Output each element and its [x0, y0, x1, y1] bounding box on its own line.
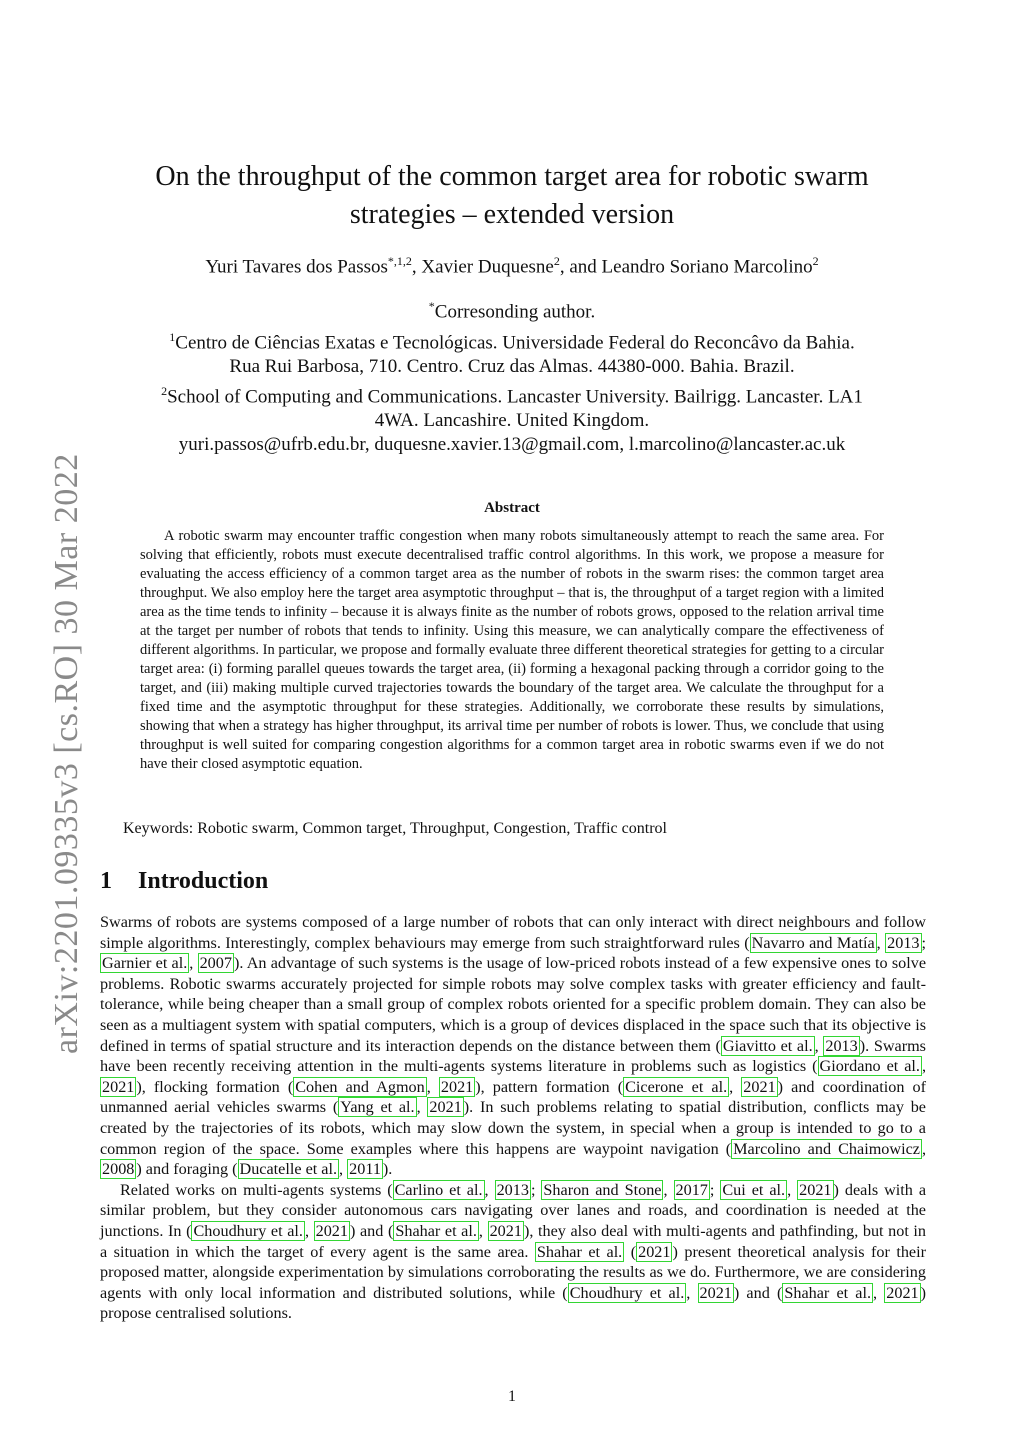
abstract-text: A robotic swarm may encounter traffic congestion when many robots simultaneously attempt to reach the same area. For solving that efficiently, robots must execute decentralised traffic control algorithms. In this work, we propose a measure for evaluating the access efficiency of a common target area as the number of robots in the swarm rises: the common target area throughput. We also employ here the target area asymptotic throughput – that is, the throughput of a target region with a limited area as the time tends to infinity – because it is always finite as the number of robots grows, opposed to the relation arrival time at the target per number of robots that tends to infinity. Using this measure, we can analytically compare the effectiveness of different algorithms. In particular, we propose and formally evaluate three different theoretical strategies for getting to a circular target area: (i) forming parallel queues towards the target area, (ii) forming a hexagonal packing through a corridor going to the target, and (iii) making multiple curved trajectories towards the boundary of the target area. We calculate the throughput for a fixed time and the asymptotic throughput for these strategies. Additionally, we corroborate these results by simulations, showing that when a strategy has higher throughput, its arrival time per number of robots is lower. Thus, we conclude that using throughput is well suited for comparing congestion algorithms for a common target area in robotic swarms even if we do not have their closed asymptotic equation.	[140, 528, 884, 772]
corr-text: Corresonding author.	[434, 301, 596, 323]
body-text	[100, 912, 926, 1324]
citation-year-link[interactable]: 2021	[743, 1077, 776, 1096]
affiliation-2	[100, 379, 924, 409]
citation-link[interactable]: Cicerone et al.	[625, 1077, 728, 1096]
text-run: present theoretical analysis for their proposed matter, alongside experimentation by simulations corroborating the results as we do. Furthermore, we are considering agents with only local information and distributed solutions, while (	[100, 1242, 926, 1302]
aff1-sup: 1	[169, 329, 176, 344]
citation-link[interactable]: Giavitto et al.	[722, 1036, 813, 1055]
citation-year-link[interactable]: 2013	[825, 1036, 858, 1055]
corresponding-note	[100, 294, 924, 324]
citation-link[interactable]: Shahar et al.	[784, 1283, 872, 1302]
text-run: ) and foraging (	[136, 1160, 238, 1179]
citation-link[interactable]: Cohen and Agmon	[295, 1077, 425, 1096]
citation-year-link[interactable]: 2021	[489, 1221, 522, 1240]
text-run: ;	[530, 1180, 542, 1199]
text-run: ), pattern formation (	[475, 1077, 624, 1096]
citation-year-link[interactable]: 2021	[440, 1077, 474, 1096]
citation-year-link[interactable]: 2021	[886, 1283, 919, 1302]
citation-year-link[interactable]: 2021	[799, 1180, 832, 1199]
section-heading	[100, 868, 268, 895]
author-3: , and Leandro Soriano Marcolino	[559, 256, 813, 278]
paper-header	[100, 158, 924, 457]
text-run: ;	[709, 1180, 721, 1199]
affiliation-1	[100, 325, 924, 355]
citation-year-link[interactable]: 2021	[638, 1242, 671, 1261]
citation-year-link[interactable]: 2008	[102, 1160, 135, 1179]
citation-year-link[interactable]: 2013	[887, 933, 920, 952]
citation-link[interactable]: Choudhury et al.	[193, 1221, 303, 1240]
title-line-1: On the throughput of the common target area for robotic swarm	[155, 161, 869, 192]
author-1: Yuri Tavares dos Passos	[205, 256, 388, 278]
text-run: Related works on multi-agents systems (	[120, 1180, 393, 1199]
citation-year-link[interactable]: 2007	[199, 954, 232, 973]
affiliation-1-address: Rua Rui Barbosa, 710. Centro. Cruz das Almas. 44380-000. Bahia. Brazil.	[229, 355, 795, 377]
page-number: 1	[508, 1388, 516, 1405]
text-run: ) and (	[733, 1283, 783, 1302]
author-2: , Xavier Duquesne	[411, 256, 554, 278]
aff1-line1: Centro de Ciências Exatas e Tecnológicas. Universidade Federal do Reconcâvo da Bahia.	[175, 331, 855, 353]
affiliation-2-address: 4WA. Lancashire. United Kingdom.	[374, 410, 650, 432]
citation-link[interactable]: Shahar et al.	[395, 1221, 477, 1240]
paragraph-2: Related works on multi-agents systems ( Carlino et al. , 2013 ; Sharon and Stone , 2017 ; Cui et al. , 2021 ) deals with a similar problem, but they consider autonomous cars navigating over lanes and roads, and coordination is needed at the junctions. In ( Choudhury et al. , 2021 ) and ( Shahar et al. , 2021 ), they also deal with multi-agents and pathfinding, but not in a situation in which the target of every agent is the same area. Shahar et al. ( 2021 ) present theoretical analysis for their proposed matter, alongside experimentation by simulations corroborating the results as we do. Furthermore, we are considering agents with only local information and distributed solutions, while ( Choudhury et al. , 2021 ) and ( Shahar et al. , 2021 ) propose centralised solutions.	[100, 1180, 927, 1323]
arxiv-stamp: arXiv:2201.09335v3 [cs.RO] 30 Mar 2022	[48, 453, 85, 1054]
citation-link[interactable]: Shahar et al.	[536, 1242, 623, 1261]
paragraph-1: Swarms of robots are systems composed of a large number of robots that can only interact with direct neighbours and follow simple algorithms. Interestingly, complex behaviours may emerge from such straightforward rules ( Navarro and Matía , 2013 ; Garnier et al. , 2007 ). An advantage of such systems is the usage of low-priced robots instead of a few expensive ones to solve problems. Robotic swarms accurately projected for simple robots may solve complex tasks with greater efficiency and fault-tolerance, while being cheaper than a small group of complex robots oriented for a specific problem domain. They can also be seen as a multiagent system with spatial computers, which is a group of devices displaced in the space such that its objective is defined in terms of spatial structure and its interaction depends on the distance between them ( Giavitto et al. , 2013 ). Swarms have been recently receiving attention in the multi-agents systems literature in problems such as logistics ( Giordano et al. , 2021 ), flocking formation ( Cohen and Agmon , 2021 ), pattern formation ( Cicerone et al. , 2021 ) and coordination of unmanned aerial vehicles swarms ( Yang et al. , 2021 ). In such problems relating to spatial distribution, conflicts may be created by the trajectories of its robots, which may slow down the system, in special when a group is intended to go to a common region of the space. Some examples where this happens are waypoint navigation ( Marcolino and Chaimowicz , 2008 ) and foraging ( Ducatelle et al. , 2011 ).	[100, 913, 927, 1179]
text-run: Swarms of robots are systems composed of a large number of robots that can only interact with direct neighbours and follow simple algorithms. Interestingly, complex behaviours may emerge from such straightforward rules (	[100, 913, 926, 952]
text-run: ) and (	[349, 1221, 394, 1240]
citation-link[interactable]: Choudhury et al.	[569, 1283, 685, 1302]
author-list	[100, 254, 924, 278]
text-run: ) deals with a similar problem, but they consider autonomous cars navigating over lanes and roads, and coordination is needed at the junctions. In (	[100, 1180, 927, 1240]
author-2-sup: 2	[553, 254, 560, 268]
text-run: ) propose centralised solutions.	[100, 1283, 927, 1323]
citation-link[interactable]: Navarro and Matía	[751, 933, 875, 952]
keywords: Keywords: Robotic swarm, Common target, Throughput, Congestion, Traffic control	[123, 820, 667, 837]
citation-year-link[interactable]: 2011	[349, 1160, 381, 1179]
affiliations	[100, 294, 924, 457]
text-run: ). Swarms have been recently receiving attention in the multi-agents systems literature in problems such as logistics (	[100, 1036, 926, 1076]
text-run: ), they also deal with multi-agents and pathfinding, but not in a situation in which the target of every agent is the same area.	[100, 1221, 927, 1261]
citation-year-link[interactable]: 2021	[699, 1283, 732, 1302]
author-3-sup: 2	[812, 254, 819, 268]
citation-year-link[interactable]: 2021	[429, 1098, 462, 1117]
citation-link[interactable]: Giordano et al.	[819, 1057, 920, 1076]
text-run: ).	[382, 1160, 393, 1179]
citation-link[interactable]: Carlino et al.	[394, 1180, 483, 1199]
citation-year-link[interactable]: 2013	[496, 1180, 529, 1199]
section-number: 1	[100, 868, 112, 894]
corr-sup: *	[428, 299, 435, 314]
abstract	[140, 500, 884, 774]
abstract-heading: Abstract	[484, 500, 540, 516]
aff2-sup: 2	[161, 383, 168, 398]
text-run: ), flocking formation (	[136, 1077, 294, 1096]
text-run: ) and coordination of unmanned aerial vehicles swarms (	[100, 1077, 927, 1117]
citation-link[interactable]: Garnier et al.	[102, 954, 188, 973]
citation-link[interactable]: Sharon and Stone	[543, 1180, 662, 1199]
aff2-line1: School of Computing and Communications. Lancaster University. Bailrigg. Lancaster. LA1	[167, 386, 863, 408]
paper-title	[100, 158, 924, 234]
citation-year-link[interactable]: 2017	[675, 1180, 708, 1199]
author-1-sup: *,1,2	[387, 254, 412, 268]
citation-link[interactable]: Ducatelle et al.	[239, 1160, 338, 1179]
citation-link[interactable]: Cui et al.	[722, 1180, 786, 1199]
text-run: ). An advantage of such systems is the usage of low-priced robots instead of a few expensive ones to solve problems. Robotic swarms accurately projected for simple robots may solve complex tasks with greater efficiency and fault-tolerance, while being cheaper than a small group of complex robots oriented for a specific problem domain. They can also be seen as a multiagent system with spatial computers, which is a group of devices displaced in the space such that its objective is defined in terms of spatial structure and its interaction depends on the distance between them (	[100, 954, 927, 1055]
citation-link[interactable]: Marcolino and Chaimowicz	[733, 1139, 920, 1158]
text-run: ;	[921, 933, 926, 952]
citation-year-link[interactable]: 2021	[315, 1221, 348, 1240]
text-run: ). In such problems relating to spatial distribution, conflicts may be created by the trajectories of its robots, which may slow down the system, in special when a group is intended to go to a common region of the space. Some examples where this happens are waypoint navigation (	[100, 1098, 926, 1158]
section-title: Introduction	[138, 868, 269, 894]
citation-link[interactable]: Yang et al.	[340, 1098, 415, 1117]
author-emails: yuri.passos@ufrb.edu.br, duquesne.xavier.13@gmail.com, l.marcolino@lancaster.ac.uk	[178, 434, 846, 456]
title-line-2: strategies – extended version	[349, 199, 675, 230]
citation-year-link[interactable]: 2021	[102, 1077, 135, 1096]
